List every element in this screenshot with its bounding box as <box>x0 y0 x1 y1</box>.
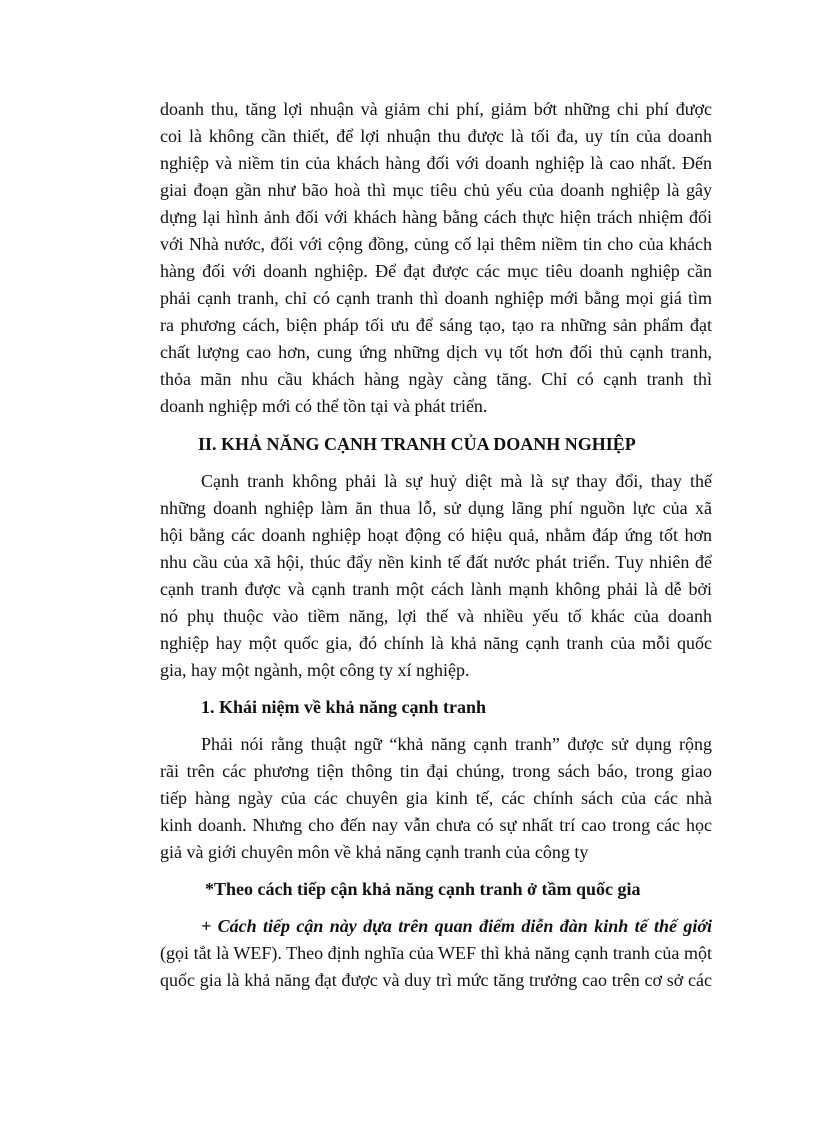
paragraph-competition <box>160 468 712 684</box>
text-line: nghiệp và niềm tin của khách hàng đối với doanh nghiệp là cao nhất. Đến <box>160 153 712 173</box>
text-line: chất lượng cao hơn, cung ứng những dịch vụ tốt hơn đối thủ cạnh tranh, <box>160 342 712 362</box>
text-line: phải cạnh tranh, chỉ có cạnh tranh thì doanh nghiệp mới bằng mọi giá tìm <box>160 288 712 308</box>
document-page <box>160 96 712 994</box>
text-line: ra phương cách, biện pháp tối ưu để sáng tạo, tạo ra những sản phẩm đạt <box>160 315 712 335</box>
text-line: doanh nghiệp mới có thể tồn tại và phát triển. <box>160 396 488 416</box>
text-line: gia, hay một ngành, một công ty xí nghiệp. <box>160 660 470 680</box>
text-line: tiếp hàng ngày của các chuyên gia kinh tế, các chính sách của các nhà <box>160 788 712 808</box>
text-line-emphasis: + Cách tiếp cận này dựa trên quan điểm diễn đàn kinh tế thế giới <box>201 916 712 936</box>
paragraph-goals <box>160 96 712 420</box>
text-line: coi là không cần thiết, để lợi nhuận thu được là tối đa, uy tín của doanh <box>160 126 712 146</box>
paragraph-wef <box>160 913 712 994</box>
text-line: (gọi tắt là WEF). Theo định nghĩa của WEF thì khả năng cạnh tranh của một <box>160 943 712 963</box>
text-line: nó phụ thuộc vào tiềm năng, lợi thế và nhiều yếu tố khác của doanh <box>160 606 712 626</box>
section-heading: II. KHẢ NĂNG CẠNH TRANH CỦA DOANH NGHIỆP <box>198 434 636 454</box>
text-line: kinh doanh. Nhưng cho đến nay vẫn chưa có sự nhất trí cao trong các học <box>160 815 712 835</box>
approach-heading: *Theo cách tiếp cận khả năng cạnh tranh ở tầm quốc gia <box>205 879 641 899</box>
text-line: Phải nói rằng thuật ngữ “khả năng cạnh tranh” được sử dụng rộng <box>201 734 712 754</box>
paragraph-concept <box>160 731 712 866</box>
text-line: doanh thu, tăng lợi nhuận và giảm chi phí, giảm bớt những chi phí được <box>160 99 712 119</box>
text-line: cạnh tranh được và cạnh tranh một cách lành mạnh không phải là dễ bởi <box>160 579 712 599</box>
text-line: những doanh nghiệp làm ăn thua lỗ, sử dụng lãng phí nguồn lực của xã <box>160 498 712 518</box>
subheading: 1. Khái niệm về khả năng cạnh tranh <box>201 697 487 717</box>
text-line: giả và giới chuyên môn về khả năng cạnh tranh của công ty <box>160 842 589 862</box>
text-line: nhu cầu của xã hội, thúc đẩy nền kinh tế đất nước phát triển. Tuy nhiên để <box>160 552 712 572</box>
text-line: với Nhà nước, đối với cộng đồng, củng cố lại thêm niềm tin cho của khách <box>160 234 712 254</box>
text-line: rãi trên các phương tiện thông tin đại chúng, trong sách báo, trong giao <box>160 761 712 781</box>
text-line: quốc gia là khả năng đạt được và duy trì mức tăng trưởng cao trên cơ sở các <box>160 970 712 990</box>
text-line: giai đoạn gần như bão hoà thì mục tiêu chủ yếu của doanh nghiệp là gây <box>160 180 712 200</box>
text-line: dựng lại hình ảnh đối với khách hàng bằng cách thực hiện trách nhiệm đối <box>160 207 712 227</box>
text-line: Cạnh tranh không phải là sự huỷ diệt mà là sự thay đổi, thay thế <box>201 471 712 491</box>
text-line: hàng đối với doanh nghiệp. Để đạt được các mục tiêu doanh nghiệp cần <box>160 261 712 281</box>
text-line: nghiệp hay một quốc gia, đó chính là khả năng cạnh tranh của mỗi quốc <box>160 633 712 653</box>
text-line: thỏa mãn nhu cầu khách hàng ngày càng tăng. Chỉ có cạnh tranh thì <box>160 369 712 389</box>
text-line: hội bằng các doanh nghiệp hoạt động có hiệu quả, nhằm đáp ứng tốt hơn <box>160 525 712 545</box>
